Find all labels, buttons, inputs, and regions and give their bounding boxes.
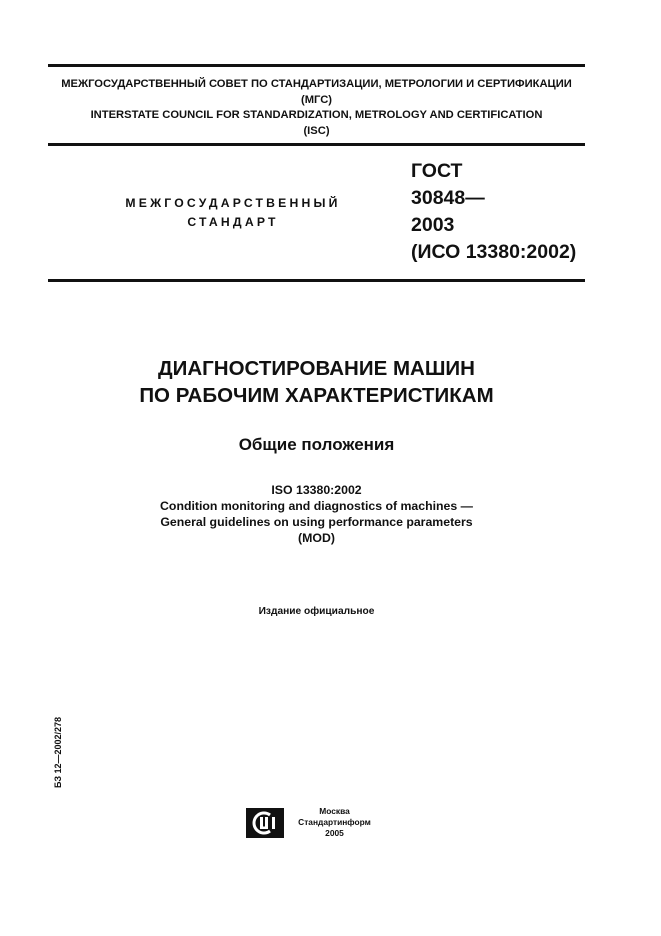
document-subtitle: Общие положения bbox=[238, 435, 395, 454]
publisher-city: Москва bbox=[319, 806, 350, 816]
standard-type-line2: СТАНДАРТ bbox=[187, 215, 279, 229]
standartinform-logo-icon bbox=[246, 808, 284, 838]
designation-number: 30848— bbox=[411, 187, 485, 209]
document-title bbox=[48, 355, 585, 409]
edition-label: Издание официальное bbox=[258, 606, 375, 617]
council-header bbox=[48, 77, 585, 139]
title-line2: ПО РАБОЧИМ ХАРАКТЕРИСТИКАМ bbox=[139, 384, 494, 407]
publisher-imprint bbox=[297, 806, 372, 839]
standard-designation bbox=[411, 158, 576, 266]
publisher-name: Стандартинформ bbox=[298, 817, 371, 827]
iso-title-line2: General guidelines on using performance parameters bbox=[160, 515, 473, 529]
publisher-year: 2005 bbox=[325, 828, 344, 838]
iso-modification: (MOD) bbox=[298, 531, 335, 545]
standard-type bbox=[98, 194, 368, 232]
bottom-rule bbox=[48, 279, 585, 282]
council-abbr-ru: (МГС) bbox=[300, 93, 333, 106]
side-code: БЗ 12—2002/278 bbox=[53, 716, 63, 788]
title-line1: ДИАГНОСТИРОВАНИЕ МАШИН bbox=[158, 357, 475, 380]
standard-type-line1: МЕЖГОСУДАРСТВЕННЫЙ bbox=[125, 196, 341, 210]
council-name-ru: МЕЖГОСУДАРСТВЕННЫЙ СОВЕТ ПО СТАНДАРТИЗАЦИИ, МЕТРОЛОГИИ И СЕРТИФИКАЦИИ bbox=[61, 78, 572, 90]
designation-iso-ref: (ИСО 13380:2002) bbox=[411, 241, 577, 263]
designation-prefix: ГОСТ bbox=[411, 160, 463, 182]
iso-title-line1: Condition monitoring and diagnostics of machines — bbox=[160, 499, 473, 513]
top-rule bbox=[48, 64, 585, 67]
council-name-en: INTERSTATE COUNCIL FOR STANDARDIZATION, METROLOGY AND CERTIFICATION bbox=[90, 109, 543, 121]
designation-year: 2003 bbox=[411, 214, 455, 236]
council-abbr-en: (ISC) bbox=[303, 124, 330, 137]
iso-reference-block bbox=[48, 482, 585, 546]
middle-rule bbox=[48, 143, 585, 146]
iso-code: ISO 13380:2002 bbox=[271, 483, 362, 497]
